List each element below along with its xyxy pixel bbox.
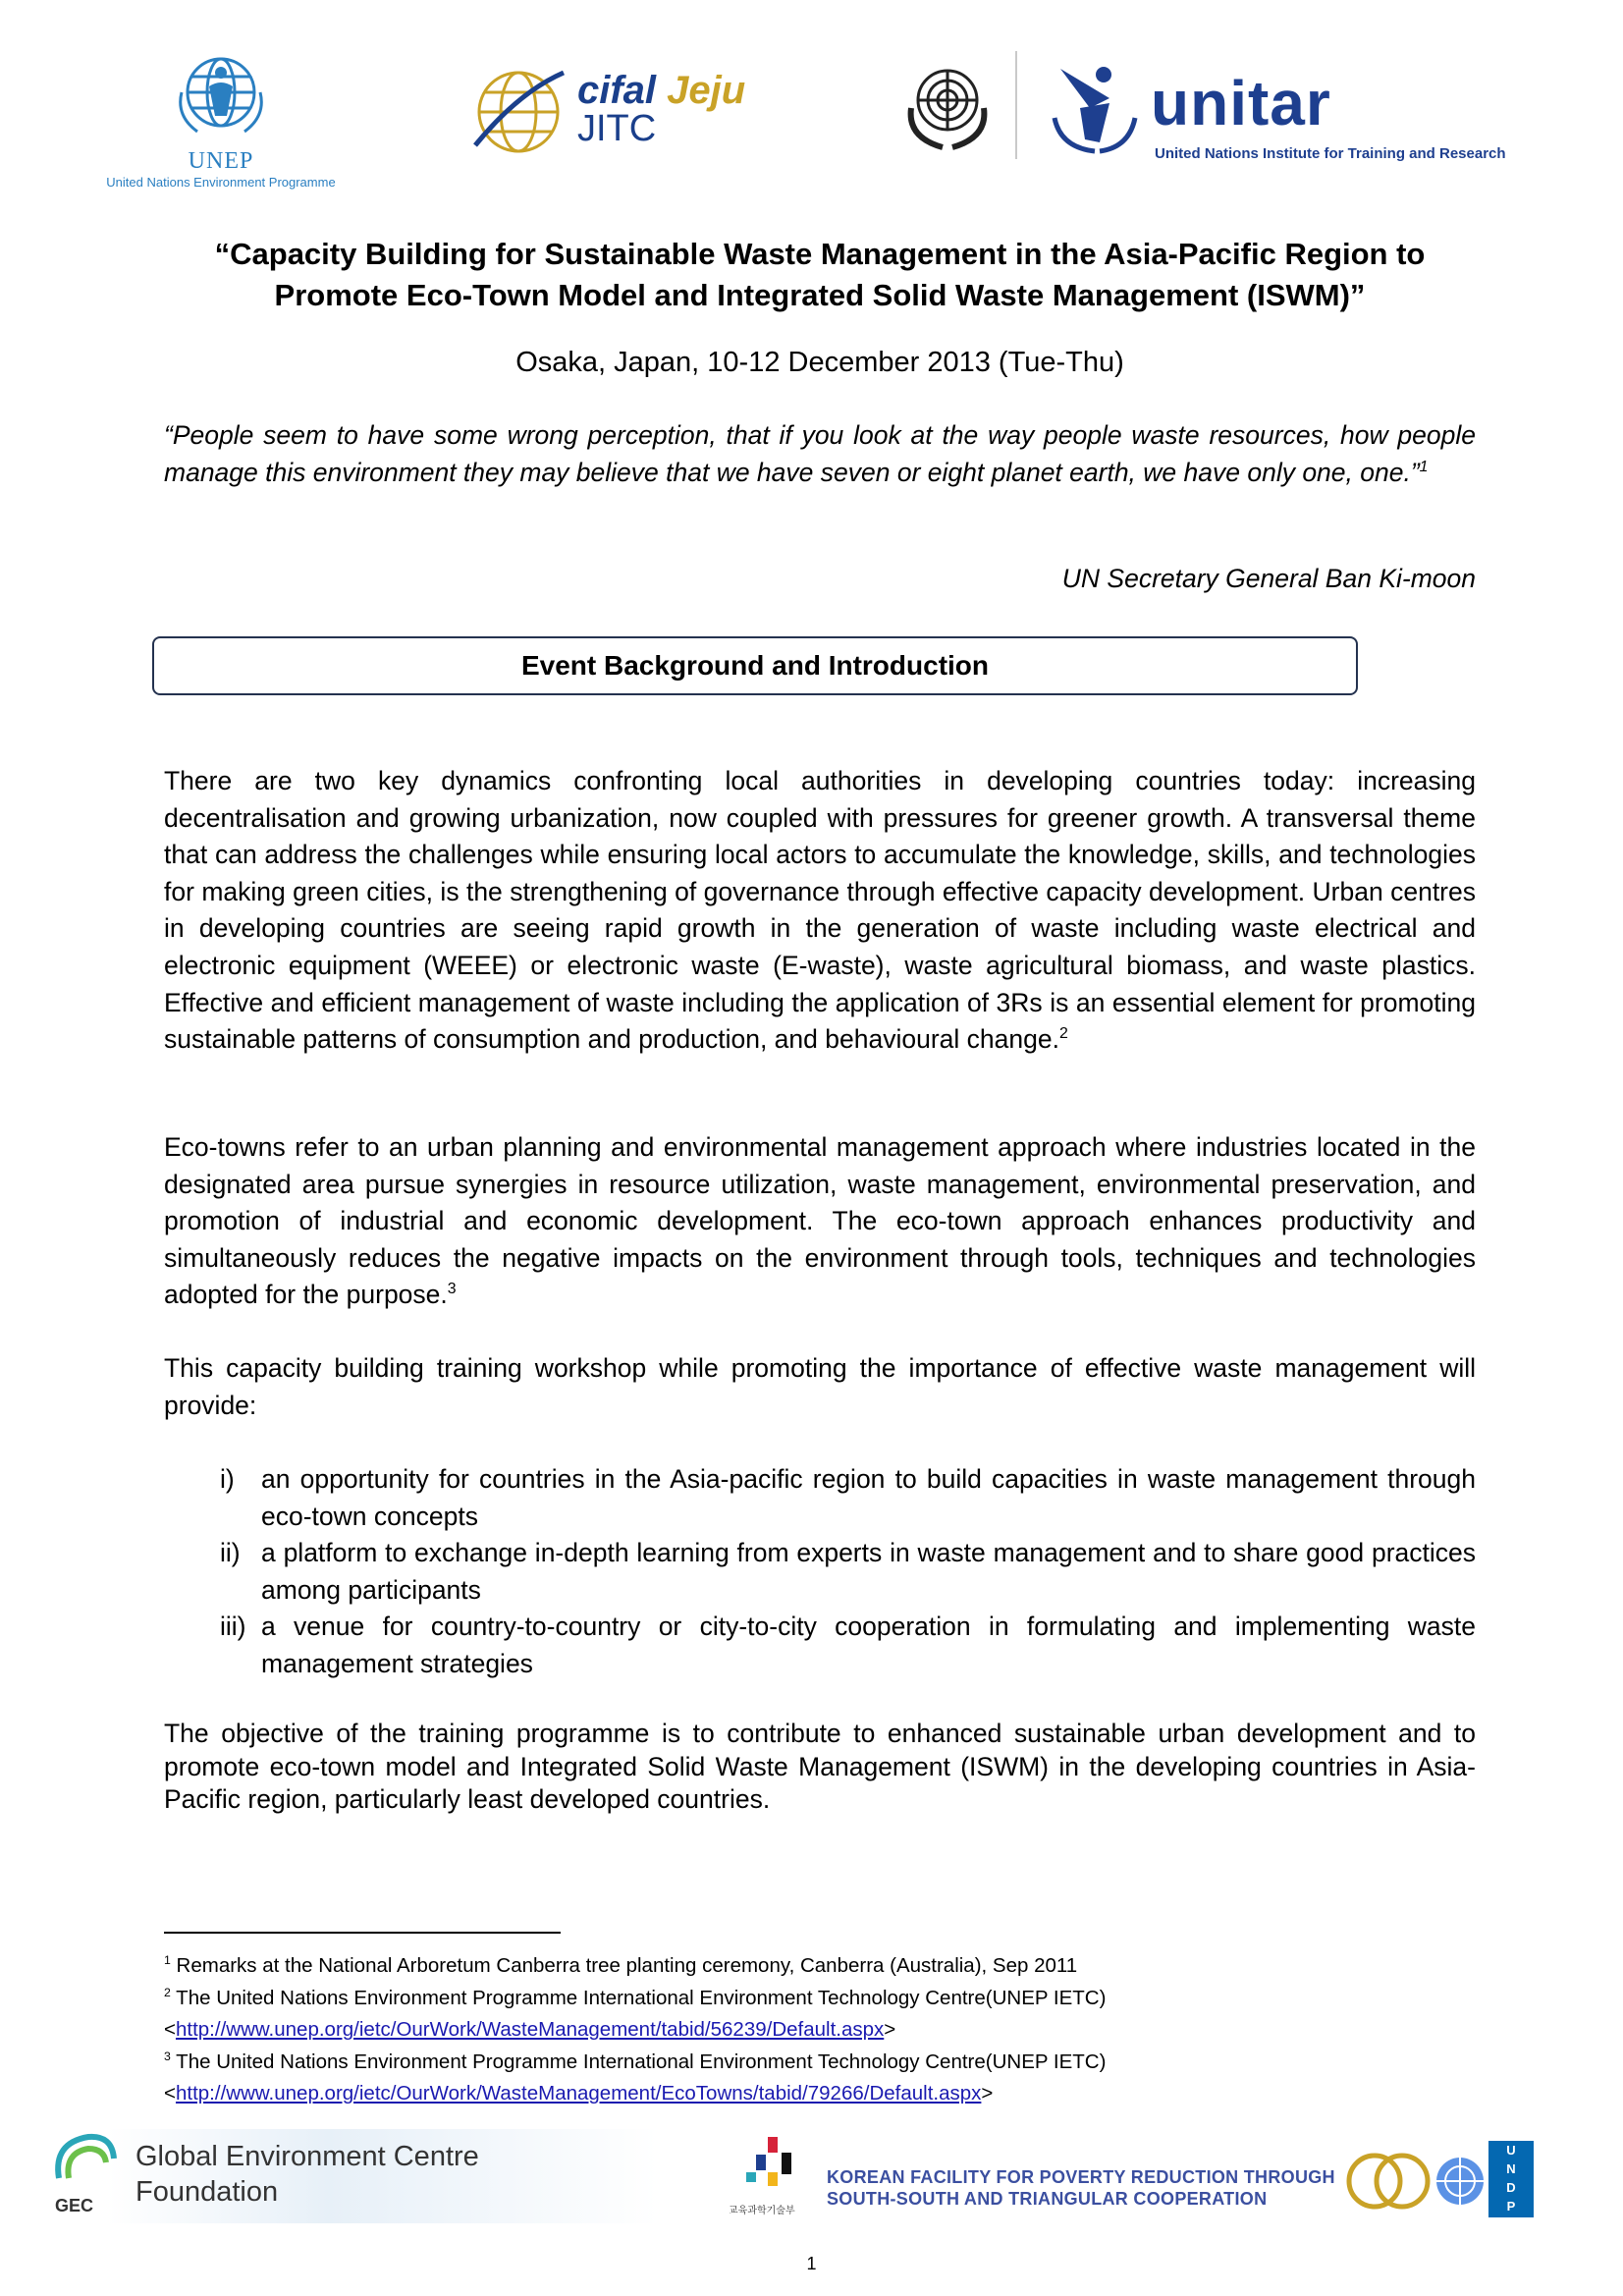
unitar-emblem-icon [1041, 49, 1149, 157]
paragraph-2 [164, 1129, 1476, 1314]
opening-quote [164, 416, 1476, 491]
provisions-list [164, 1461, 1476, 1683]
partner-logos [1345, 2141, 1542, 2219]
unep-emblem-icon [172, 47, 270, 141]
list-item [164, 1461, 1476, 1535]
gec-name-line2: Foundation [135, 2176, 279, 2208]
un-emblem-icon [893, 49, 1001, 157]
footnote-2-link[interactable]: http://www.unep.org/ietc/OurWork/WasteManagement/tabid/56239/Default.aspx [175, 2018, 885, 2042]
paragraph-3: This capacity building training workshop while promoting the importance of effective waste management will provide: [164, 1353, 1476, 1420]
korean-facility-text [827, 2166, 1335, 2210]
gec-name-line1: Global Environment Centre [135, 2141, 479, 2172]
footnotes [164, 1950, 1476, 2110]
paragraph-1 [164, 763, 1476, 1059]
rings-emblem-icon [1345, 2147, 1434, 2215]
jeju-word: Jeju [667, 69, 746, 112]
gec-logo [49, 2129, 619, 2227]
list-item-text: an opportunity for countries in the Asia-pacific region to build capacities in waste management through eco-town concepts [261, 1464, 1476, 1531]
document-title: “Capacity Building for Sustainable Waste Management in the Asia-Pacific Region to Promote Eco-Town Model and Integrated Solid Waste Management (ISWM)” [214, 237, 1426, 312]
footnote-1-text: Remarks at the National Arboretum Canberra tree planting ceremony, Canberra (Australia), Sep 2011 [170, 1954, 1078, 1977]
list-item [164, 1535, 1476, 1609]
cifal-word: cifal [577, 69, 657, 112]
gec-abbreviation: GEC [55, 2196, 94, 2215]
footnote-3-text: The United Nations Environment Programme International Environment Technology Centre(UNEP IETC) [170, 2050, 1107, 2073]
list-item-number: i) [220, 1464, 235, 1494]
footnote-ref-2[interactable]: 2 [1058, 1025, 1068, 1043]
quote-text: “People seem to have some wrong perception, that if you look at the way people waste resources, how people manage this environment they may believe that we have seven or eight planet earth, we have only one, one.” [164, 420, 1476, 487]
footnote-3 [164, 2047, 1476, 2079]
section-heading: Event Background and Introduction [520, 650, 989, 681]
event-venue-date: Osaka, Japan, 10-12 December 2013 (Tue-Thu) [515, 347, 1124, 378]
un-globe-icon [1434, 2147, 1487, 2215]
kf-line2: SOUTH-SOUTH AND TRIANGULAR COOPERATION [827, 2189, 1268, 2209]
quote-attribution: UN Secretary General Ban Ki-moon [1061, 564, 1476, 593]
footnote-2 [164, 1983, 1476, 2015]
jitc-word: JITC [577, 108, 657, 149]
cifal-jeju-logo [469, 63, 784, 161]
footnote-3-link[interactable]: http://www.unep.org/ietc/OurWork/WasteManagement/EcoTowns/tabid/79266/Default.aspx [175, 2082, 982, 2105]
undp-letter: N [1506, 2161, 1516, 2176]
footnote-2-number: 2 [164, 1985, 171, 1999]
angle-open: < [164, 2082, 176, 2105]
footnote-3-number: 3 [164, 2049, 171, 2063]
list-item-text: a platform to exchange in-depth learning from experts in waste management and to share good practices among participants [261, 1538, 1476, 1605]
list-item-number: iii) [220, 1612, 246, 1642]
gec-emblem-icon [49, 2129, 118, 2198]
undp-letter: D [1506, 2180, 1516, 2195]
angle-close: > [981, 2082, 994, 2105]
footnote-2-text: The United Nations Environment Programme International Environment Technology Centre(UNEP IETC) [170, 1986, 1107, 2009]
footnote-ref-1[interactable]: 1 [1419, 459, 1429, 476]
ministry-label: 교육과학기술부 [729, 2206, 795, 2216]
list-item-number: ii) [220, 1538, 241, 1568]
unitar-logo [893, 49, 1506, 167]
list-item-text: a venue for country-to-country or city-to-city cooperation in formulating and implementing waste management strategies [261, 1612, 1476, 1678]
section-heading-box [152, 636, 1358, 695]
paragraph-1-text: There are two key dynamics confronting local authorities in developing countries today: increasing decentralisation and growing urbanization, now coupled with pressures for greener growth. A transversal theme that can address the challenges while ensuring local actors to accumulate the knowledge, skills, and technologies for making green cities, is the strengthening of governance through effective capacity development. Urban centres in developing countries are seeing rapid growth in the generation of waste including waste electrical and electronic equipment (WEEE) or electronic waste (E-waste), waste agricultural biomass, and waste plastics. Effective and efficient management of waste including the application of 3Rs is an essential element for promoting sustainable patterns of consumption and production, and behavioural change. [164, 766, 1476, 1055]
list-item [164, 1609, 1476, 1682]
undp-letter: U [1506, 2143, 1516, 2158]
undp-letter: P [1506, 2199, 1516, 2214]
unep-wordmark: UNEP [188, 148, 254, 174]
footnote-ref-3[interactable]: 3 [447, 1281, 457, 1298]
unitar-subtitle: United Nations Institute for Training and Research [1155, 145, 1506, 162]
footnote-1 [164, 1950, 1476, 1983]
kf-line1: KOREAN FACILITY FOR POVERTY REDUCTION THROUGH [827, 2167, 1335, 2187]
logo-divider [1015, 51, 1017, 159]
cifal-title [577, 71, 745, 110]
korean-facility-logo [729, 2133, 1335, 2221]
footnote-separator [164, 1932, 561, 1934]
angle-close: > [884, 2018, 896, 2042]
paragraph-4: The objective of the training programme is to contribute to enhanced sustainable urban development and to promote eco-town model and Integrated Solid Waste Management (ISWM) in the developing countries in Asia-Pacific region, particularly least developed countries. [164, 1719, 1476, 1814]
footnote-1-number: 1 [164, 1953, 171, 1968]
angle-open: < [164, 2018, 176, 2042]
ministry-emblem-icon [738, 2133, 817, 2200]
paragraph-2-text: Eco-towns refer to an urban planning and environmental management approach where industries located in the designated area pursue synergies in resource utilization, waste management, environmental preservation, and promotion of industrial and economic development. The eco-town approach enhances productivity and simultaneously reduces the negative impacts on the environment through tools, techniques and technologies adopted for the purpose. [164, 1132, 1476, 1310]
unep-subtitle: United Nations Environment Programme [106, 175, 336, 190]
undp-logo [1488, 2141, 1534, 2217]
footnote-2-link-line [164, 2014, 1476, 2047]
unep-logo [93, 47, 349, 190]
cifal-globe-icon [469, 63, 568, 161]
footnote-3-link-line [164, 2078, 1476, 2110]
page-number: 1 [806, 2254, 817, 2273]
unitar-wordmark: unitar [1151, 68, 1331, 138]
